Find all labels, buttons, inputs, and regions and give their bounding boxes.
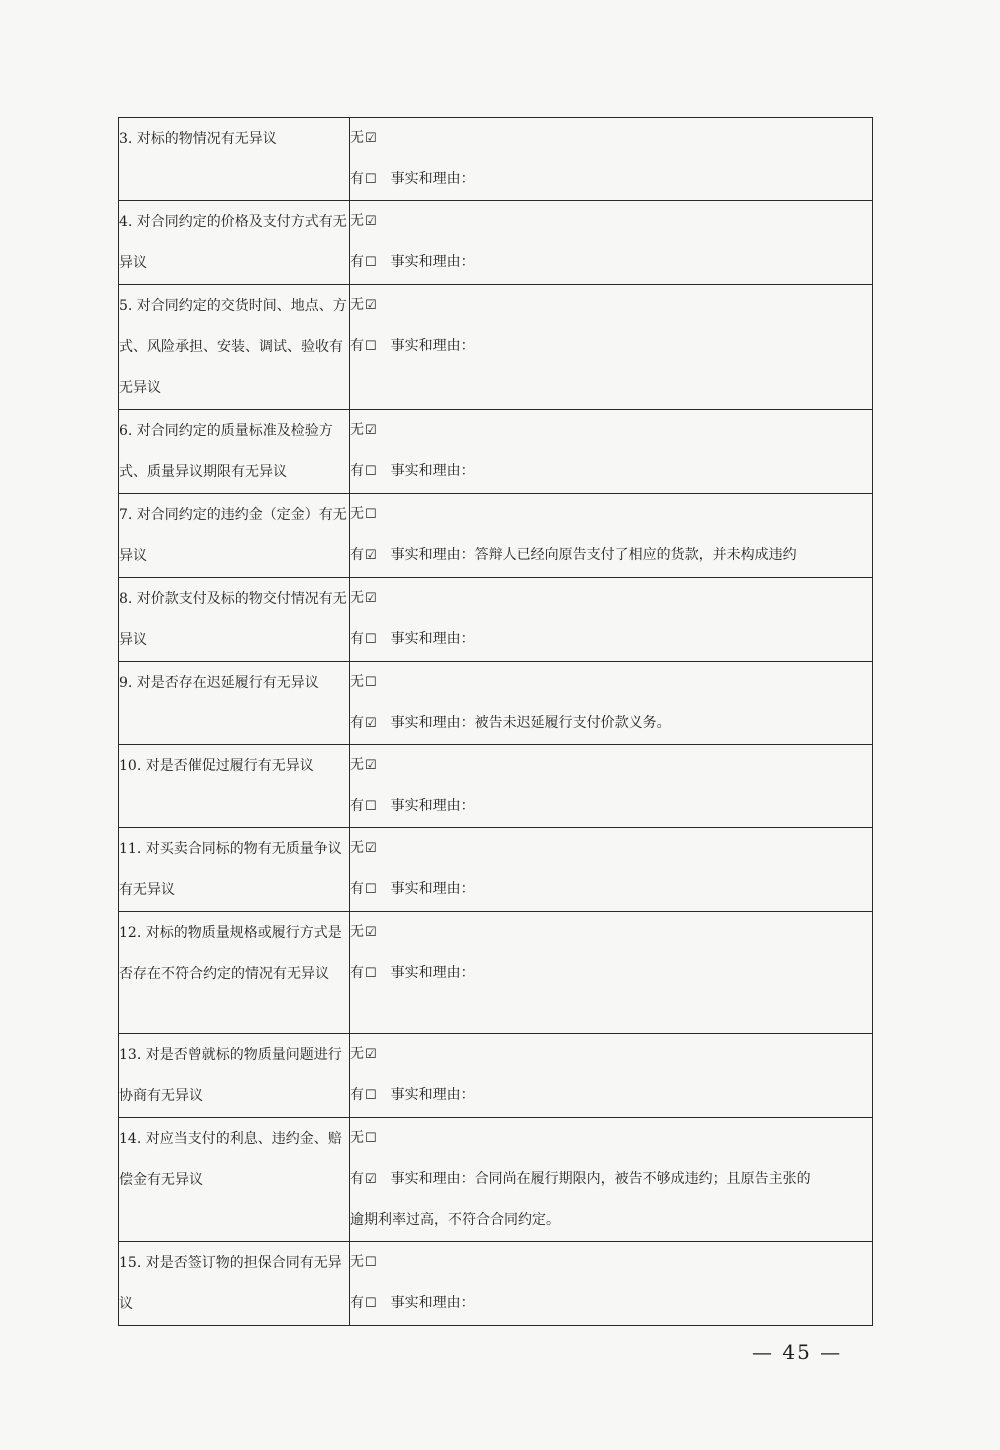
- reason-label: 事实和理由：: [390, 715, 475, 731]
- option-no-label: 无: [350, 1254, 364, 1270]
- question-text: 13. 对是否曾就标的物质量问题进行协商有无异议: [119, 1047, 342, 1104]
- option-yes-label: 有: [350, 631, 364, 647]
- question-cell: [119, 578, 350, 662]
- option-yes: [350, 535, 872, 576]
- answer-cell: [350, 285, 873, 410]
- checkbox-yes[interactable]: ☐: [365, 882, 377, 897]
- reason-continuation: 逾期利率过高，不符合合同约定。: [350, 1212, 560, 1228]
- answer-cell: [350, 1118, 873, 1242]
- question-cell: [119, 118, 350, 201]
- table-row: [119, 578, 873, 662]
- option-no: [350, 1034, 872, 1075]
- question-text: 15. 对是否签订物的担保合同有无异议: [119, 1255, 342, 1312]
- option-no-label: 无: [350, 130, 364, 146]
- checkbox-yes[interactable]: ☐: [365, 1088, 377, 1103]
- answer-cell: [350, 201, 873, 285]
- option-no: [350, 285, 872, 326]
- question-cell: [119, 494, 350, 578]
- question-text: 8. 对价款支付及标的物交付情况有无异议: [119, 591, 347, 648]
- answer-cell: [350, 118, 873, 201]
- checkbox-no[interactable]: ☑: [365, 131, 377, 146]
- checkbox-yes[interactable]: ☑: [365, 716, 377, 731]
- reason-label: 事实和理由：: [390, 965, 475, 981]
- table-row: [119, 1242, 873, 1326]
- question-text: 14. 对应当支付的利息、违约金、赔偿金有无异议: [119, 1131, 342, 1188]
- option-no-label: 无: [350, 422, 364, 438]
- question-cell: [119, 285, 350, 410]
- table-row: [119, 745, 873, 828]
- option-no-label: 无: [350, 757, 364, 773]
- checkbox-no[interactable]: ☑: [365, 758, 377, 773]
- table-row: [119, 494, 873, 578]
- answer-cell: [350, 662, 873, 745]
- option-no-label: 无: [350, 297, 364, 313]
- reason-text: 合同尚在履行期限内，被告不够成违约；且原告主张的: [474, 1171, 811, 1187]
- option-yes: [350, 619, 872, 660]
- option-yes-label: 有: [350, 715, 364, 731]
- checkbox-no[interactable]: ☑: [365, 1047, 377, 1062]
- option-yes-label: 有: [350, 463, 364, 479]
- page-number: — 45 —: [752, 1340, 843, 1364]
- option-yes-label: 有: [350, 254, 364, 270]
- table-row: [119, 1118, 873, 1242]
- answer-cell: [350, 912, 873, 1034]
- answer-cell: [350, 578, 873, 662]
- option-yes-label: 有: [350, 965, 364, 981]
- option-yes: [350, 451, 872, 492]
- objection-table: [118, 117, 873, 1326]
- option-yes: [350, 159, 872, 200]
- checkbox-yes[interactable]: ☐: [365, 632, 377, 647]
- option-yes: [350, 786, 872, 827]
- question-cell: [119, 745, 350, 828]
- answer-cell: [350, 745, 873, 828]
- option-yes-label: 有: [350, 1171, 364, 1187]
- option-no: [350, 1242, 872, 1283]
- table-row: [119, 410, 873, 494]
- question-text: 12. 对标的物质量规格或履行方式是否存在不符合约定的情况有无异议: [119, 925, 342, 982]
- checkbox-yes[interactable]: ☐: [365, 255, 377, 270]
- option-no: [350, 745, 872, 786]
- reason-label: 事实和理由：: [390, 1295, 475, 1311]
- table-row: [119, 662, 873, 745]
- table-row: [119, 1034, 873, 1118]
- reason-label: 事实和理由：: [390, 547, 475, 563]
- option-yes: [350, 1075, 872, 1116]
- checkbox-no[interactable]: ☑: [365, 591, 377, 606]
- question-cell: [119, 912, 350, 1034]
- checkbox-no[interactable]: ☐: [365, 1255, 377, 1270]
- question-text: 6. 对合同约定的质量标准及检验方式、质量异议期限有无异议: [119, 423, 333, 480]
- checkbox-no[interactable]: ☑: [365, 841, 377, 856]
- question-text: 11. 对买卖合同标的物有无质量争议有无异议: [119, 841, 342, 898]
- question-cell: [119, 828, 350, 912]
- reason-label: 事实和理由：: [390, 798, 475, 814]
- option-no: [350, 201, 872, 242]
- option-yes: [350, 703, 872, 744]
- option-no: [350, 828, 872, 869]
- answer-cell: [350, 1034, 873, 1118]
- question-text: 9. 对是否存在迟延履行有无异议: [119, 675, 319, 691]
- option-yes-label: 有: [350, 1087, 364, 1103]
- reason-text: 答辩人已经向原告支付了相应的货款，并未构成违约: [474, 547, 797, 563]
- checkbox-no[interactable]: ☐: [365, 675, 377, 690]
- option-no-label: 无: [350, 506, 364, 522]
- checkbox-yes[interactable]: ☐: [365, 339, 377, 354]
- option-yes-label: 有: [350, 338, 364, 354]
- checkbox-yes[interactable]: ☐: [365, 799, 377, 814]
- checkbox-no[interactable]: ☑: [365, 925, 377, 940]
- reason-label: 事实和理由：: [390, 254, 475, 270]
- question-cell: [119, 201, 350, 285]
- question-cell: [119, 410, 350, 494]
- reason-label: 事实和理由：: [390, 338, 475, 354]
- option-yes: [350, 326, 872, 367]
- question-text: 5. 对合同约定的交货时间、地点、方式、风险承担、安装、调试、验收有无异议: [119, 298, 347, 396]
- table-row: [119, 118, 873, 201]
- option-no-label: 无: [350, 1046, 364, 1062]
- answer-cell: [350, 494, 873, 578]
- checkbox-yes[interactable]: ☐: [365, 966, 377, 981]
- option-no-label: 无: [350, 840, 364, 856]
- table-row: [119, 285, 873, 410]
- checkbox-yes[interactable]: ☐: [365, 172, 377, 187]
- option-no: [350, 1118, 872, 1159]
- reason-label: 事实和理由：: [390, 463, 475, 479]
- option-no-label: 无: [350, 674, 364, 690]
- option-yes: [350, 1159, 872, 1200]
- option-no: [350, 494, 872, 535]
- option-no-label: 无: [350, 1130, 364, 1146]
- checkbox-no[interactable]: ☑: [365, 423, 377, 438]
- option-no: [350, 578, 872, 619]
- question-cell: [119, 1034, 350, 1118]
- option-no-label: 无: [350, 590, 364, 606]
- option-yes: [350, 242, 872, 283]
- question-cell: [119, 1242, 350, 1326]
- checkbox-no[interactable]: ☑: [365, 298, 377, 313]
- question-text: 3. 对标的物情况有无异议: [119, 131, 277, 147]
- answer-cell: [350, 1242, 873, 1326]
- question-text: 7. 对合同约定的违约金（定金）有无异议: [119, 507, 347, 564]
- option-no-label: 无: [350, 213, 364, 229]
- checkbox-yes[interactable]: ☐: [365, 464, 377, 479]
- table-row: [119, 912, 873, 1034]
- answer-cell: [350, 828, 873, 912]
- option-no: [350, 662, 872, 703]
- checkbox-yes[interactable]: ☑: [365, 548, 377, 563]
- option-yes: [350, 869, 872, 910]
- option-no: [350, 118, 872, 159]
- reason-label: 事实和理由：: [390, 171, 475, 187]
- option-yes: [350, 953, 872, 994]
- question-text: 10. 对是否催促过履行有无异议: [119, 758, 314, 774]
- question-cell: [119, 662, 350, 745]
- reason-label: 事实和理由：: [390, 881, 475, 897]
- table-row: [119, 201, 873, 285]
- option-no: [350, 410, 872, 451]
- reason-text: 被告未迟延履行支付价款义务。: [474, 715, 671, 731]
- option-yes-label: 有: [350, 798, 364, 814]
- answer-cell: [350, 410, 873, 494]
- checkbox-yes[interactable]: ☐: [365, 1296, 377, 1311]
- question-cell: [119, 1118, 350, 1242]
- option-no-label: 无: [350, 924, 364, 940]
- option-yes-label: 有: [350, 171, 364, 187]
- checkbox-no[interactable]: ☐: [365, 507, 377, 522]
- option-yes: [350, 1283, 872, 1324]
- question-text: 4. 对合同约定的价格及支付方式有无异议: [119, 214, 347, 271]
- option-yes-label: 有: [350, 881, 364, 897]
- checkbox-no[interactable]: ☑: [365, 214, 377, 229]
- checkbox-yes[interactable]: ☑: [365, 1172, 377, 1187]
- option-yes-label: 有: [350, 1295, 364, 1311]
- option-yes-label: 有: [350, 547, 364, 563]
- reason-label: 事实和理由：: [390, 1087, 475, 1103]
- checkbox-no[interactable]: ☐: [365, 1131, 377, 1146]
- option-no: [350, 912, 872, 953]
- table-row: [119, 828, 873, 912]
- reason-label: 事实和理由：: [390, 631, 475, 647]
- reason-label: 事实和理由：: [390, 1171, 475, 1187]
